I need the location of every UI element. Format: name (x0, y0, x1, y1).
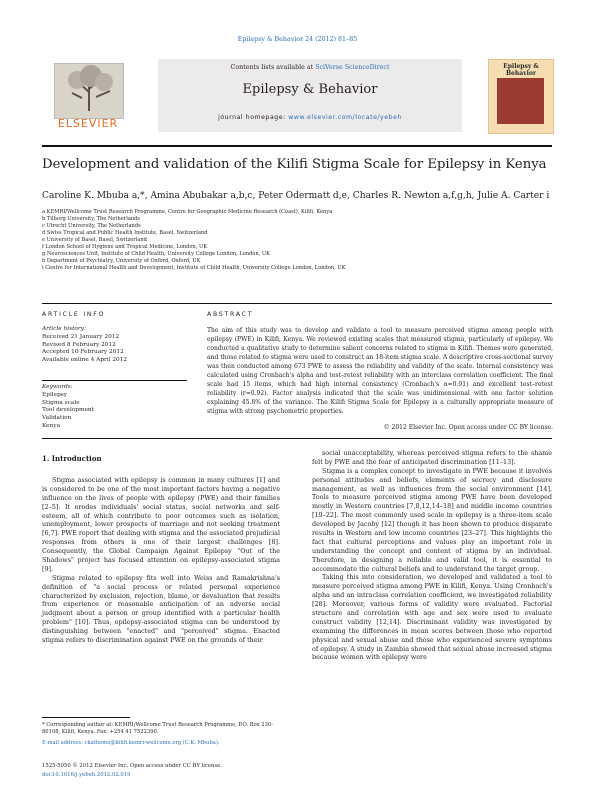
history-online: Available online 4 April 2012 (42, 357, 128, 364)
paragraph: social unacceptability, whereas perceived stigma refers to the shame felt by PWE and the fear of anticipated discrimination [11–13]. (312, 449, 552, 466)
elsevier-logo (42, 59, 134, 132)
paragraph: Stigma related to epilepsy fits well into Weiss and Ramakrishna's definition of "a social process or related personal experience characterized by exclusion, rejection, blame, or devaluation that results from experience or reasonable anticipation of an adverse social judgment about a person or group identified with a particular health problem" [10]. Thus, epilepsy-associated stigma can be understood by distinguishing between "enacted" and "perceived" stigma. Enacted stigma refers to discrimination against PWE on the grounds of their (42, 573, 280, 645)
article-info-heading: ARTICLE INFO (42, 311, 106, 318)
paragraph: Stigma is a complex concept to investigate in PWE because it involves personal attitudes and beliefs, elements of secrecy and disclosure management, as well as influences from the social environment [14]. Tools to measure perceived stigma among PWE have been developed mostly in Western countries [7,8,12,14–18] and middle income countries [19–22]. The most commonly used scale in epilepsy is a three-item scale developed by Jacoby [12] though it has been shown to produce disparate results in Western and low income countries [23–27]. This highlights the fact that cultural perceptions and values play an important role in understanding the concept and content of stigma by an individual. Therefore, in designing a reliable and valid tool, it is essential to accommodate the cultural beliefs and to understand the target group. (312, 466, 552, 573)
publisher-logo-text: ELSEVIER (57, 117, 119, 130)
keywords-list (42, 384, 182, 431)
abstract-heading: ABSTRACT (207, 311, 254, 318)
keyword-item: Kenya (42, 422, 61, 429)
sciencedirect-link[interactable]: SciVerse ScienceDirect (315, 64, 390, 71)
issn-line: 1525-5050 © 2012 Elsevier Inc. Open access under CC BY license. (42, 763, 222, 769)
paragraph: Taking this into consideration, we developed and validated a tool to measure perceived stigma among PWE in Kilifi, Kenya. Using Cronbach's alpha and an intraclass correlation coefficient, we investigated reliability [28]. Moreover, various forms of validity were evaluated. Factorial structure and correlation with age and sex were used to evaluate construct validity [12,14]. Discriminant validity was investigated by examining the differences in mean scores between those who reported physical and sexual abuse and those who experienced severe symptoms of epilepsy. A study in Zambia showed that sexual abuse increased stigma because women with epilepsy were (312, 573, 552, 662)
keywords-rule (42, 380, 187, 381)
homepage-link[interactable]: www.elsevier.com/locate/yebeh (288, 114, 402, 121)
affiliation-e: e University of Basel, Basel, Switzerland (42, 237, 147, 243)
affiliation-c: c Utrecht University, The Netherlands (42, 223, 141, 229)
keywords-label: Keywords: (42, 384, 73, 390)
copyright-line: © 2012 Elsevier Inc. Open access under CC BY license. (383, 424, 553, 431)
author-list: Caroline K. Mbuba a,*, Amina Abubakar a,b,c, Peter Odermatt d,e, Charles R. Newton a,f,g,h, Julie A. Carter i (42, 191, 550, 201)
cover-image (497, 78, 544, 124)
keyword-item: Epilepsy (42, 391, 68, 398)
history-received: Received 21 January 2012 (42, 333, 120, 340)
affiliation-d: d Swiss Tropical and Public Health Institute, Basel, Switzerland (42, 230, 208, 236)
body-rule (42, 438, 552, 439)
corresponding-author-note: * Corresponding author at: KEMRI/Wellcome Trust Research Programme, P.O. Box 230-80108, Kilifi, Kenya. Fax: +254 41 7522390. (42, 722, 273, 735)
affiliation-b: b Tilburg University, The Netherlands (42, 216, 141, 222)
tree-illustration-icon (55, 64, 123, 118)
body-left-column (42, 476, 280, 645)
abstract-text: The aim of this study was to develop and validate a tool to measure perceived stigma among people with epilepsy (PWE) in Kilifi, Kenya. We reviewed existing scales that measured stigma, particularly of epilepsy. We conducted a qualitative study to determine salient concerns related to stigma in Kilifi. Themes were generated, and those related to stigma were used to construct an 18-item stigma scale. A descriptive cross-sectional survey was then conducted among 673 PWE to assess the reliability and validity of the scale. Internal consistency was calculated using Cronbach's alpha and test–retest reliability with an interclass correlation coefficient. The final scale had 15 items, which had high internal consistency (Cronbach's α=0.91) and excellent test–retest reliability (r=0.92). Factor analysis indicated that the scale was unidimensional with one factor solution explaining 45.8% of the variance. The Kilifi Stigma Scale for Epilepsy is a culturally appropriate measure of stigma with strong psychometric properties. (207, 327, 553, 415)
journal-cover (488, 59, 554, 134)
footnote-rule (42, 717, 130, 718)
affiliation-f: f London School of Hygiene and Tropical Medicine, London, UK (42, 244, 208, 250)
introduction-heading: 1. Introduction (42, 454, 102, 463)
email-address[interactable]: E-mail address: ckathomo@kilifi.kemri-wellcome.org (C.K. Mbuba). (42, 740, 220, 746)
keyword-item: Stigma scale (42, 399, 80, 406)
header-rule (42, 145, 552, 147)
history-revised: Revised 8 February 2012 (42, 341, 116, 348)
contents-line: Contents lists available at SciVerse ScienceDirect (230, 64, 390, 71)
tree-logo-icon (54, 63, 124, 119)
journal-info-box (158, 59, 462, 132)
article-history (42, 326, 182, 365)
affiliation-g: g Neurosciences Unit, Institute of Child Health, University College London, London, UK (42, 251, 270, 257)
journal-reference[interactable]: Epilepsy & Behavior 24 (2012) 81–85 (237, 36, 358, 43)
body-right-column (312, 449, 552, 662)
history-accepted: Accepted 10 February 2012 (42, 349, 124, 356)
affiliation-h: h Department of Psychiatry, University of Oxford, Oxford, UK (42, 258, 201, 264)
journal-homepage: journal homepage: www.elsevier.com/locate/yebeh (218, 114, 402, 121)
doi-link[interactable]: doi:10.1016/j.yebeh.2012.02.019 (42, 772, 131, 778)
cover-title: Epilepsy & Behavior (503, 63, 539, 77)
affiliation-a: a KEMRI/Wellcome Trust Research Programme, Centre for Geographic Medicine Research (Coast), Kilifi, Kenya (42, 209, 333, 215)
keyword-item: Validation (42, 415, 72, 422)
section-rule (42, 303, 552, 304)
keyword-item: Tool development (42, 407, 94, 414)
journal-title: Epilepsy & Behavior (242, 82, 378, 97)
affiliation-i: i Centre for International Health and Development, Institute of Child Health, University College London, London, UK (42, 265, 346, 271)
history-label: Article history: (42, 326, 86, 332)
journal-banner (42, 59, 552, 139)
paragraph: Stigma associated with epilepsy is common in many cultures [1] and is considered to be one of the most important factors having a negative influence on the lives of people with epilepsy (PWE) and their families [2–5]. It erodes individuals' social status, social networks and self-esteem, all of which contribute to poor outcomes such as isolation, unemployment, lower prospects of marriage and not seeking treatment [6,7]. PWE report that dealing with stigma and the associated prejudicial responses from others is one of their largest challenges [8]. Consequently, the Global Campaign Against Epilepsy "Out of the Shadows" project has focused attention on epilepsy-associated stigma [9]. (42, 476, 280, 573)
article-title: Development and validation of the Kilifi Stigma Scale for Epilepsy in Kenya (42, 157, 547, 172)
